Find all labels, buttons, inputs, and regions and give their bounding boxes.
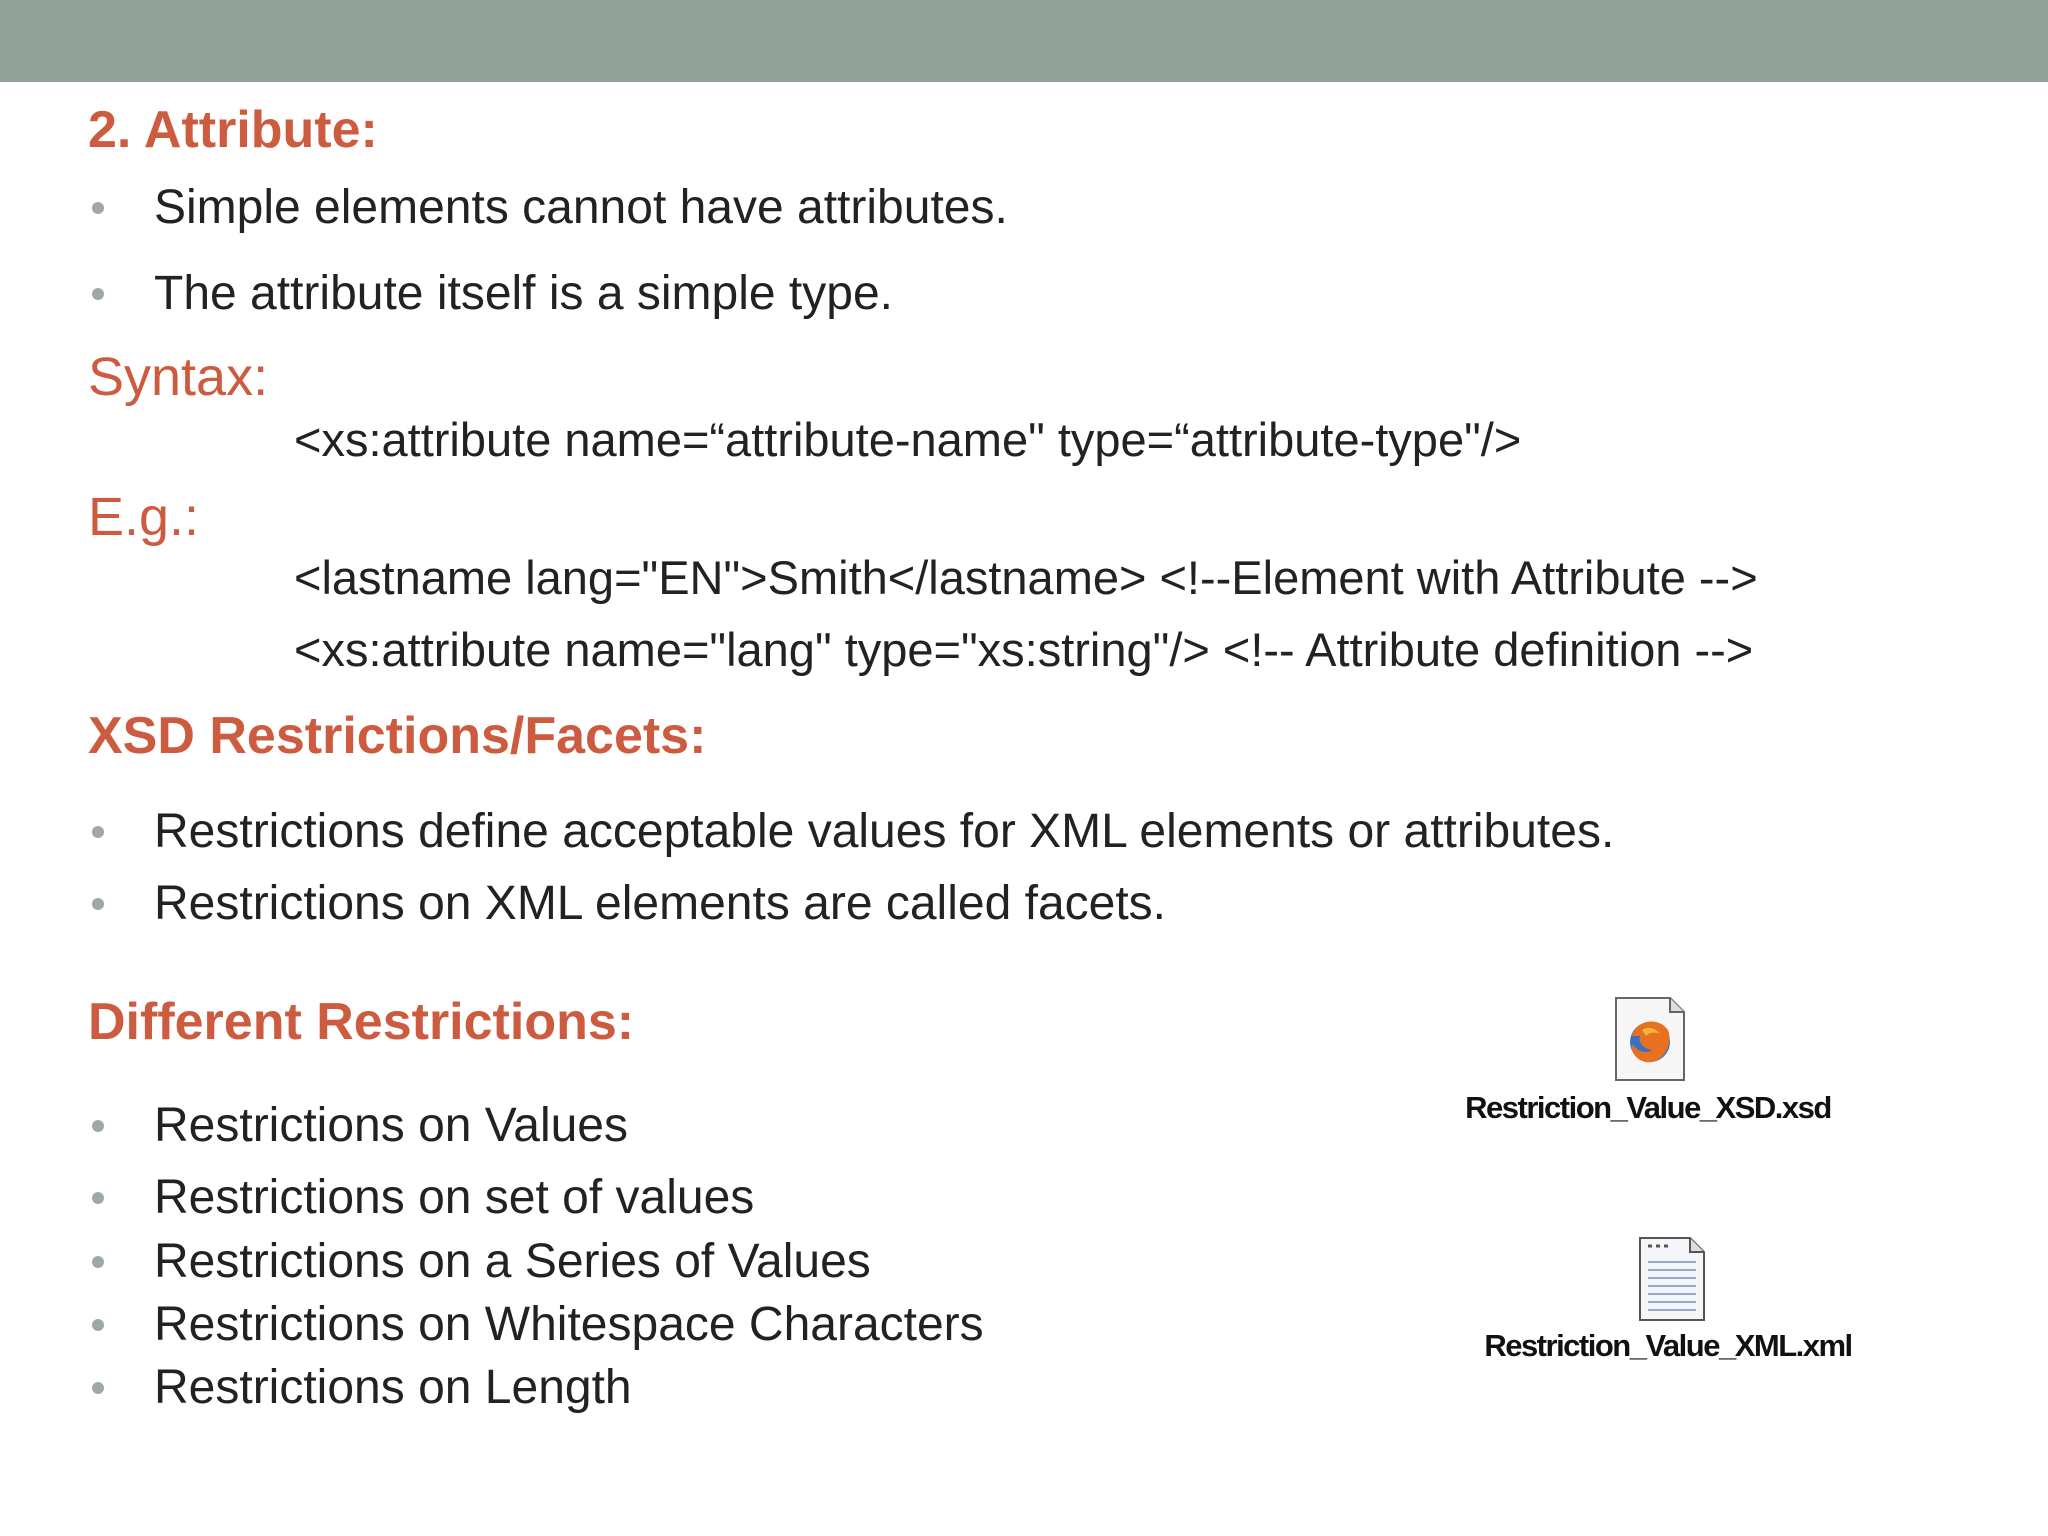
syntax-code: <xs:attribute name=“attribute-name" type=“attribute-type"/> bbox=[294, 413, 1522, 466]
different-bullet-4: Restrictions on Whitespace Characters bbox=[154, 1298, 984, 1351]
restrictions-bullet-1: Restrictions define acceptable values for XML elements or attributes. bbox=[154, 805, 1615, 858]
example-line-2: <xs:attribute name="lang" type="xs:string"/> <!-- Attribute definition --> bbox=[294, 623, 1754, 676]
syntax-label: Syntax: bbox=[88, 347, 269, 407]
different-bullet-1: Restrictions on Values bbox=[154, 1099, 628, 1152]
bullet-dot bbox=[92, 1382, 104, 1394]
bullet-dot bbox=[92, 1120, 104, 1132]
example-line-1: <lastname lang="EN">Smith</lastname> <!--Element with Attribute --> bbox=[294, 551, 1758, 604]
attribute-heading: 2. Attribute: bbox=[88, 101, 378, 159]
different-restrictions-heading: Different Restrictions: bbox=[88, 993, 635, 1051]
bullet-dot bbox=[92, 1319, 104, 1331]
example-label: E.g.: bbox=[88, 487, 200, 547]
attribute-bullet-1: Simple elements cannot have attributes. bbox=[154, 181, 1008, 234]
restrictions-heading: XSD Restrictions/Facets: bbox=[88, 707, 707, 765]
bullet-dot bbox=[92, 1192, 104, 1204]
restrictions-bullet-2: Restrictions on XML elements are called facets. bbox=[154, 877, 1167, 930]
different-bullet-5: Restrictions on Length bbox=[154, 1361, 632, 1414]
different-bullet-3: Restrictions on a Series of Values bbox=[154, 1235, 871, 1288]
attribute-bullet-2: The attribute itself is a simple type. bbox=[154, 267, 893, 320]
bullet-dot bbox=[92, 826, 104, 838]
bullet-dot bbox=[92, 1256, 104, 1268]
top-banner bbox=[0, 0, 2048, 82]
text-document-icon[interactable] bbox=[1636, 1236, 1708, 1322]
different-bullet-2: Restrictions on set of values bbox=[154, 1171, 755, 1224]
bullet-dot bbox=[92, 202, 104, 214]
xsd-file-name[interactable]: Restriction_Value_XSD.xsd bbox=[1465, 1090, 1831, 1125]
xml-file-name[interactable]: Restriction_Value_XML.xml bbox=[1484, 1328, 1852, 1363]
bullet-dot bbox=[92, 898, 104, 910]
bullet-dot bbox=[92, 288, 104, 300]
firefox-document-icon[interactable] bbox=[1612, 996, 1688, 1082]
